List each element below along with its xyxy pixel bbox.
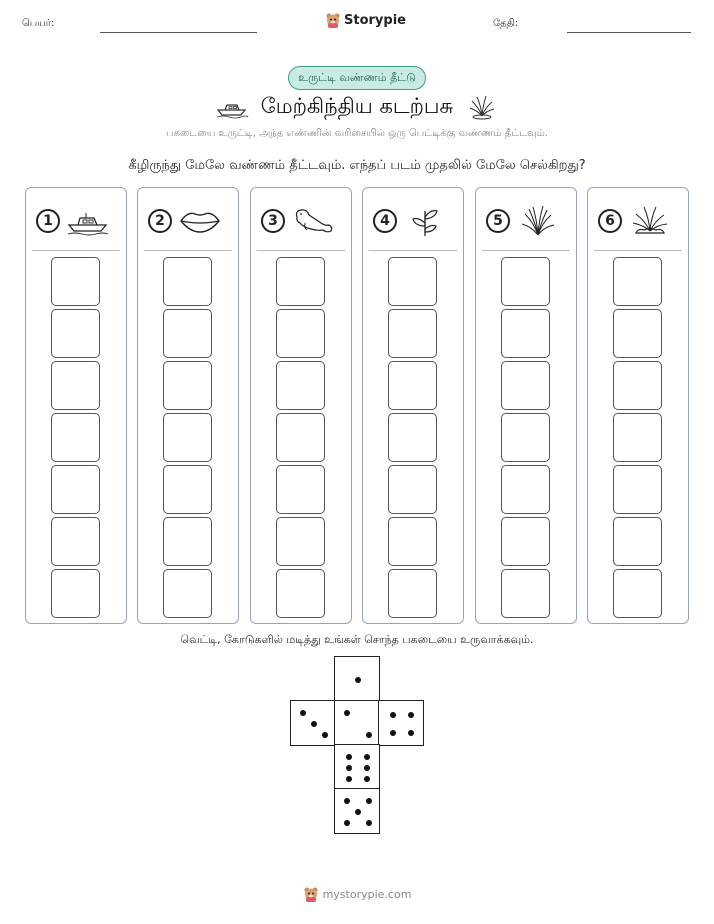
page-title: மேற்கிந்திய கடற்பசு bbox=[260, 93, 454, 118]
color-box[interactable] bbox=[388, 413, 437, 462]
name-line bbox=[100, 32, 257, 33]
color-box[interactable] bbox=[388, 361, 437, 410]
column-header bbox=[148, 204, 228, 238]
color-box[interactable] bbox=[501, 309, 550, 358]
column-6 bbox=[587, 187, 689, 624]
question-text: கீழிருந்து மேலே வண்ணம் தீட்டவும். எந்தப் படம் முதலில் மேலே செல்கிறது? bbox=[128, 158, 586, 173]
color-box[interactable] bbox=[613, 413, 662, 462]
bear-mascot-icon bbox=[325, 12, 341, 28]
storypie-logo bbox=[325, 12, 406, 28]
color-box[interactable] bbox=[163, 257, 212, 306]
color-box[interactable] bbox=[613, 569, 662, 618]
column-2 bbox=[137, 187, 239, 624]
column-number: 4 bbox=[373, 209, 397, 233]
pip bbox=[408, 712, 414, 718]
column-number: 2 bbox=[148, 209, 172, 233]
name-label: பெயர்: bbox=[22, 18, 55, 29]
column-number: 3 bbox=[261, 209, 285, 233]
column-header bbox=[486, 204, 566, 238]
color-box[interactable] bbox=[501, 569, 550, 618]
color-box[interactable] bbox=[613, 309, 662, 358]
column-header bbox=[373, 204, 453, 238]
column-header bbox=[36, 204, 116, 238]
color-box[interactable] bbox=[276, 257, 325, 306]
color-box[interactable] bbox=[501, 517, 550, 566]
column-divider bbox=[594, 250, 682, 251]
footer bbox=[0, 886, 714, 902]
color-box[interactable] bbox=[388, 517, 437, 566]
date-label: தேதி: bbox=[493, 18, 519, 29]
die-face-2 bbox=[334, 700, 380, 746]
color-box[interactable] bbox=[163, 413, 212, 462]
color-box[interactable] bbox=[276, 361, 325, 410]
column-divider bbox=[482, 250, 570, 251]
boat-icon bbox=[66, 205, 110, 237]
pip bbox=[355, 677, 361, 683]
footer-url[interactable]: mystorypie.com bbox=[322, 887, 412, 901]
color-box[interactable] bbox=[613, 257, 662, 306]
pip bbox=[390, 730, 396, 736]
color-box[interactable] bbox=[51, 361, 100, 410]
color-box[interactable] bbox=[51, 569, 100, 618]
date-line bbox=[567, 32, 691, 33]
pip bbox=[355, 809, 361, 815]
die-face-3 bbox=[290, 700, 336, 746]
pip bbox=[346, 765, 352, 771]
pip bbox=[344, 798, 350, 804]
color-box[interactable] bbox=[276, 517, 325, 566]
column-number: 5 bbox=[486, 209, 510, 233]
column-divider bbox=[144, 250, 232, 251]
column-number: 1 bbox=[36, 209, 60, 233]
color-box[interactable] bbox=[276, 569, 325, 618]
pip bbox=[364, 765, 370, 771]
color-box[interactable] bbox=[388, 257, 437, 306]
color-box[interactable] bbox=[51, 413, 100, 462]
pip bbox=[322, 732, 328, 738]
column-3 bbox=[250, 187, 352, 624]
column-header bbox=[261, 204, 341, 238]
color-box[interactable] bbox=[501, 257, 550, 306]
column-divider bbox=[257, 250, 345, 251]
color-box[interactable] bbox=[501, 413, 550, 462]
color-box[interactable] bbox=[388, 569, 437, 618]
plant-sprout-icon bbox=[403, 205, 447, 237]
title-row bbox=[0, 92, 714, 122]
die-face-1 bbox=[334, 656, 380, 702]
pip bbox=[346, 754, 352, 760]
color-box[interactable] bbox=[163, 569, 212, 618]
pip bbox=[311, 721, 317, 727]
manatee-icon bbox=[291, 205, 335, 237]
pip bbox=[366, 798, 372, 804]
boat-icon bbox=[215, 94, 249, 120]
pip bbox=[346, 776, 352, 782]
color-box[interactable] bbox=[51, 465, 100, 514]
color-box[interactable] bbox=[51, 257, 100, 306]
column-4 bbox=[362, 187, 464, 624]
die-face-4 bbox=[378, 700, 424, 746]
pip bbox=[364, 776, 370, 782]
instructions-subtitle: பகடையை உருட்டி, அந்த எண்ணின் வரிசையில் ஒரு பெட்டிக்கு வண்ணம் தீட்டவும். bbox=[166, 128, 548, 139]
color-box[interactable] bbox=[163, 465, 212, 514]
column-5 bbox=[475, 187, 577, 624]
color-box[interactable] bbox=[613, 361, 662, 410]
pip bbox=[344, 820, 350, 826]
bear-mascot-icon bbox=[303, 886, 319, 902]
color-box[interactable] bbox=[613, 517, 662, 566]
pip bbox=[364, 754, 370, 760]
pip bbox=[408, 730, 414, 736]
color-box[interactable] bbox=[276, 309, 325, 358]
color-box[interactable] bbox=[51, 309, 100, 358]
seagrass-icon bbox=[516, 205, 560, 237]
color-box[interactable] bbox=[388, 309, 437, 358]
column-header bbox=[598, 204, 678, 238]
color-box[interactable] bbox=[276, 413, 325, 462]
pip bbox=[300, 710, 306, 716]
column-divider bbox=[32, 250, 120, 251]
color-box[interactable] bbox=[501, 361, 550, 410]
pip bbox=[366, 820, 372, 826]
dice-instruction: வெட்டி, கோடுகளில் மடித்து உங்கள் சொந்த பகடையை உருவாக்கவும். bbox=[180, 633, 534, 646]
activity-badge: உருட்டி வண்ணம் தீட்டு bbox=[288, 66, 426, 90]
brand-name: Storypie bbox=[344, 12, 406, 28]
color-box[interactable] bbox=[501, 465, 550, 514]
column-1 bbox=[25, 187, 127, 624]
die-face-5 bbox=[334, 788, 380, 834]
seagrass-icon bbox=[465, 94, 499, 120]
pip bbox=[366, 732, 372, 738]
color-box[interactable] bbox=[163, 517, 212, 566]
color-box[interactable] bbox=[388, 465, 437, 514]
color-box[interactable] bbox=[51, 517, 100, 566]
die-face-6 bbox=[334, 744, 380, 790]
column-divider bbox=[369, 250, 457, 251]
lips-icon bbox=[178, 205, 222, 237]
column-number: 6 bbox=[598, 209, 622, 233]
pip bbox=[344, 710, 350, 716]
color-box[interactable] bbox=[613, 465, 662, 514]
color-box[interactable] bbox=[163, 309, 212, 358]
color-box[interactable] bbox=[276, 465, 325, 514]
seagrass-rock-icon bbox=[628, 205, 672, 237]
pip bbox=[390, 712, 396, 718]
color-box[interactable] bbox=[163, 361, 212, 410]
